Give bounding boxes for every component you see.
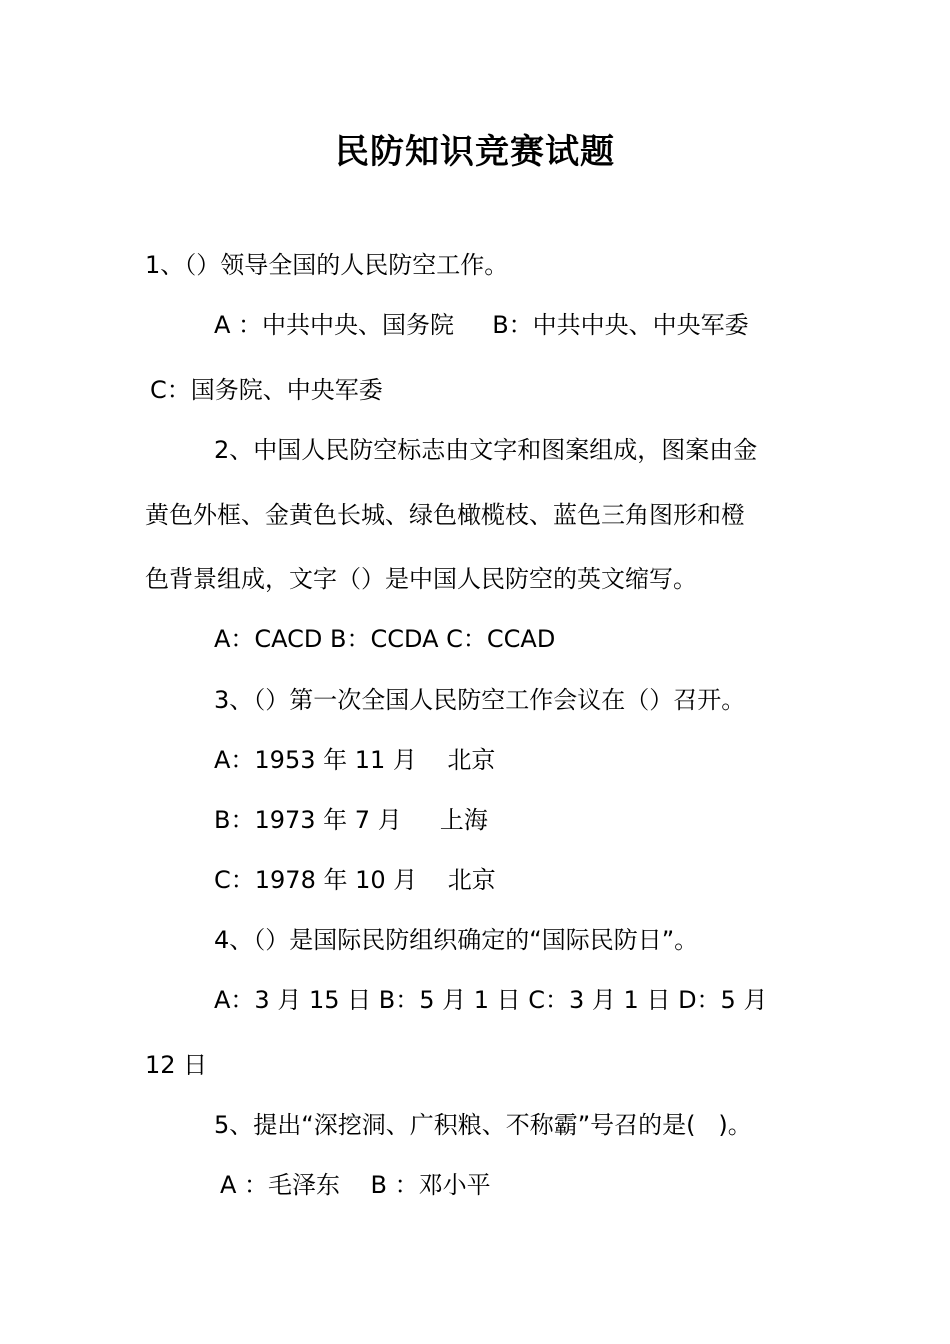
document-title: 民防知识竞赛试题 (335, 132, 615, 172)
question-4-text: 4、（）是国际民防组织确定的“国际民防日”。 (214, 926, 699, 954)
question-5-text: 5、提出“深挖洞、广积粮、不称霸”号召的是( )。 (214, 1111, 752, 1139)
question-2-text-line-1: 2、中国人民防空标志由文字和图案组成，图案由金 (214, 436, 758, 464)
question-3-text: 3、（）第一次全国人民防空工作会议在（）召开。 (214, 686, 746, 714)
question-2-text-line-3: 色背景组成，文字（）是中国人民防空的英文缩写。 (145, 565, 697, 593)
question-2-options: A：CACD B：CCDA C：CCAD (214, 625, 556, 653)
question-3-option-a: A：1953 年 11 月 北京 (214, 746, 496, 774)
question-2-text-line-2: 黄色外框、金黄色长城、绿色橄榄枝、蓝色三角图形和橙 (145, 501, 745, 529)
question-1-text: 1、（）领导全国的人民防空工作。 (145, 251, 509, 279)
question-1-option-c: C：国务院、中央军委 (150, 376, 383, 404)
question-3-option-c: C：1978 年 10 月 北京 (214, 866, 496, 894)
question-1-options-ab: A ：中共中央、国务院 B：中共中央、中央军委 (214, 311, 749, 339)
question-4-options-line-2: 12 日 (145, 1051, 208, 1079)
question-3-option-b: B：1973 年 7 月 上海 (214, 806, 488, 834)
question-5-options: A ：毛泽东 B ：邓小平 (220, 1171, 491, 1199)
question-4-options-line-1: A：3 月 15 日 B：5 月 1 日 C：3 月 1 日 D：5 月 (214, 986, 768, 1014)
